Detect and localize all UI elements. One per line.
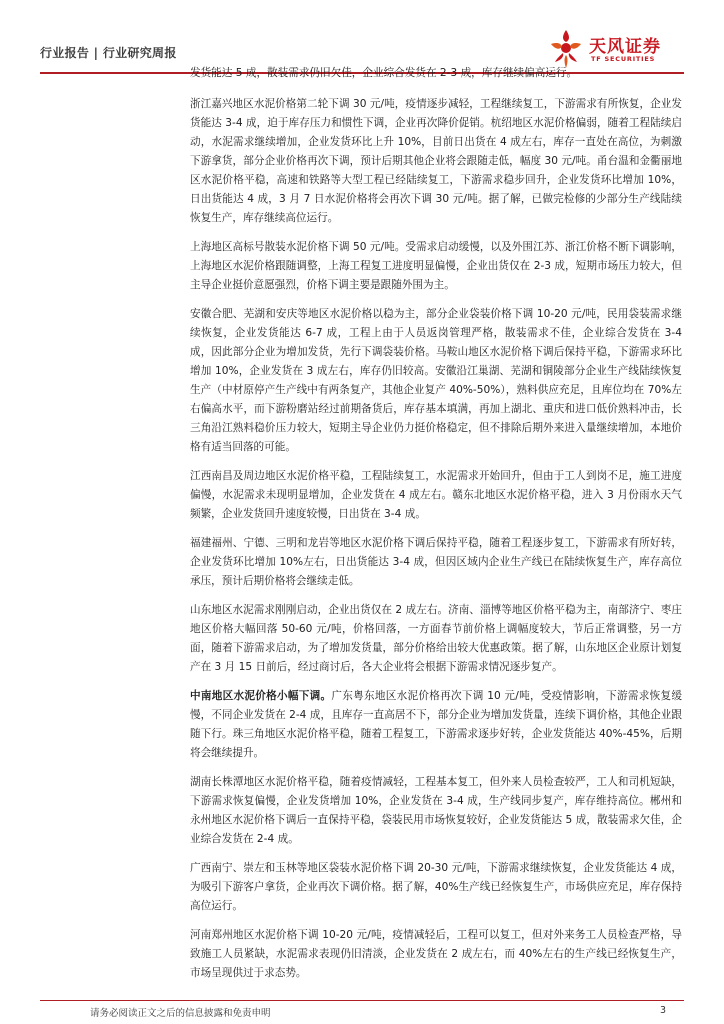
paragraph xyxy=(190,95,682,228)
footer-divider xyxy=(40,1000,684,1001)
report-body xyxy=(190,64,682,993)
logo-text: 天风证券 xyxy=(589,37,661,57)
paragraph-text: 浙江嘉兴地区水泥价格第二轮下调 30 元/吨，疫情逐步减轻，工程继续复工，下游需求有所恢复，企业发货能达 3-4 成，迫于库存压力和惯性下调，企业再次降价促销。杭绍地区水泥价格偏弱，随着工程陆续启动，水泥需求继续增加，企业发货环比上升 10%，目前日出货在 4 成左右，库存一直处在高位，为刺激下游拿货，部分企业价格再次下调，预计后期其他企业将会跟随走低，幅度 30 元/吨。甬台温和金衢丽地区水泥价格平稳，高速和铁路等大型工程已经陆续复工，下游需求稳步回升，企业发货环比增加 10%，日出货能达 4 成，3 月 7 日水泥价格将会再次下调 30 元/吨。据了解，已做完检修的少部分生产线陆续恢复生产，库存继续高位运行。 xyxy=(190,98,682,224)
logo-subtext: TF SECURITIES xyxy=(591,55,656,63)
paragraph-text: 安徽合肥、芜湖和安庆等地区水泥价格以稳为主，部分企业袋装价格下调 10-20 元/吨，民用袋装需求继续恢复，企业发货能达 6-7 成，工程上由于人员返岗管理严格，散装需求不佳，企业综合发货在 3-4 成，因此部分企业为增加发货，先行下调袋装价格。马鞍山地区水泥价格下调后保持平稳，下游需求环比增加 10%，企业发货在 3 成左右，库存仍旧较高。安徽沿江巢湖、芜湖和铜陵部分企业生产线陆续恢复生产（中材原停产生产线中有两条复产，其他企业复产 40%-50%），熟料供应充足，且库位均在 70%左右偏高水平，而下游粉磨站经过前期备货后，库存基本填满，再加上湖北、重庆和进口低价熟料冲击，长三角沿江熟料稳价压力较大，短期主导企业仍力挺价格稳定，但不排除后期外来进入量继续增加，本地价格有适当回落的可能。 xyxy=(190,308,682,453)
paragraph xyxy=(190,238,682,295)
paragraph-text: 广东粤东地区水泥价格再次下调 10 元/吨，受疫情影响，下游需求恢复缓慢，不同企业发货在 2-4 成，且库存一直高居不下，部分企业为增加发货量，连续下调价格，其他企业跟随下行。珠三角地区水泥价格平稳，随着工程复工，下游需求逐步好转，企业发货能达 40%-45%，后期将会继续提升。 xyxy=(190,690,682,759)
paragraph-text: 河南郑州地区水泥价格下调 10-20 元/吨，疫情减轻后，工程可以复工，但对外来务工人员检查严格，导致施工人员紧缺，水泥需求表现仍旧清淡，企业发货在 2 成左右，而 40%左右的生产线已经恢复生产，市场呈现供过于求态势。 xyxy=(190,929,682,979)
paragraph xyxy=(190,926,682,983)
paragraph-text: 湖南长株潭地区水泥价格平稳，随着疫情减轻，工程基本复工，但外来人员检查较严，工人和司机短缺，下游需求恢复偏慢，企业发货增加 10%，企业发货在 3-4 成，生产线同步复产，库存维持高位。郴州和永州地区水泥价格下调后一直保持平稳，袋装民用市场恢复较好，企业发货能达 5 成，散装需求欠佳，企业综合发货在 2-4 成。 xyxy=(190,776,682,845)
paragraph-text: 发货能达 5 成，散装需求仍旧欠佳，企业综合发货在 2-3 成，库存继续偏高运行。 xyxy=(190,67,578,79)
paragraph xyxy=(190,601,682,677)
paragraph xyxy=(190,534,682,591)
paragraph-text: 广西南宁、崇左和玉林等地区袋装水泥价格下调 20-30 元/吨，下游需求继续恢复，企业发货能达 4 成，为吸引下游客户拿货，企业再次下调价格。据了解，40%生产线已经恢复生产，市场供应充足，库存保持高位运行。 xyxy=(190,862,682,912)
paragraph xyxy=(190,773,682,849)
paragraph-text: 江西南昌及周边地区水泥价格平稳，工程陆续复工，水泥需求开始回升，但由于工人到岗不足，施工进度偏慢，水泥需求未现明显增加，企业发货在 4 成左右。赣东北地区水泥价格平稳，进入 3 月份雨水天气频繁，企业发货回升速度较慢，日出货在 3-4 成。 xyxy=(190,470,682,520)
page-number: 3 xyxy=(659,1005,666,1016)
paragraph xyxy=(190,305,682,457)
paragraph-text: 上海地区高标号散装水泥价格下调 50 元/吨。受需求启动缓慢，以及外围江苏、浙江价格不断下调影响，上海地区水泥价格跟随调整，上海工程复工进度明显偏慢，企业出货仅在 2-3 成，短期市场压力较大，但主导企业挺价意愿强烈，价格下调主要是跟随外围为主。 xyxy=(190,241,682,291)
paragraph-lead: 中南地区水泥价格小幅下调。 xyxy=(190,690,332,702)
paragraph xyxy=(190,859,682,916)
paragraph xyxy=(190,687,682,763)
paragraph xyxy=(190,64,682,83)
footer-disclaimer: 请务必阅读正文之后的信息披露和免责申明 xyxy=(90,1008,271,1019)
paragraph-text: 福建福州、宁德、三明和龙岩等地区水泥价格下调后保持平稳，随着工程逐步复工，下游需求有所好转，企业发货环比增加 10%左右，日出货能达 3-4 成，但因区域内企业生产线已在陆续恢复生产，库存高位承压，预计后期价格将会继续走低。 xyxy=(190,537,682,587)
paragraph-text: 山东地区水泥需求刚刚启动，企业出货仅在 2 成左右。济南、淄博等地区价格平稳为主，南部济宁、枣庄地区价格大幅回落 50-60 元/吨，价格回落，一方面春节前价格上调幅度较大，节后正常调整，另一方面，随着下游需求启动，为了增加发货量，部分价格给出较大优惠政策。据了解，山东地区企业原计划复产在 3 月 15 日前后，经过商讨后，各大企业将会根据下游需求情况逐步复产。 xyxy=(190,604,682,673)
paragraph xyxy=(190,467,682,524)
report-category: 行业报告 | 行业研究周报 xyxy=(40,46,177,60)
